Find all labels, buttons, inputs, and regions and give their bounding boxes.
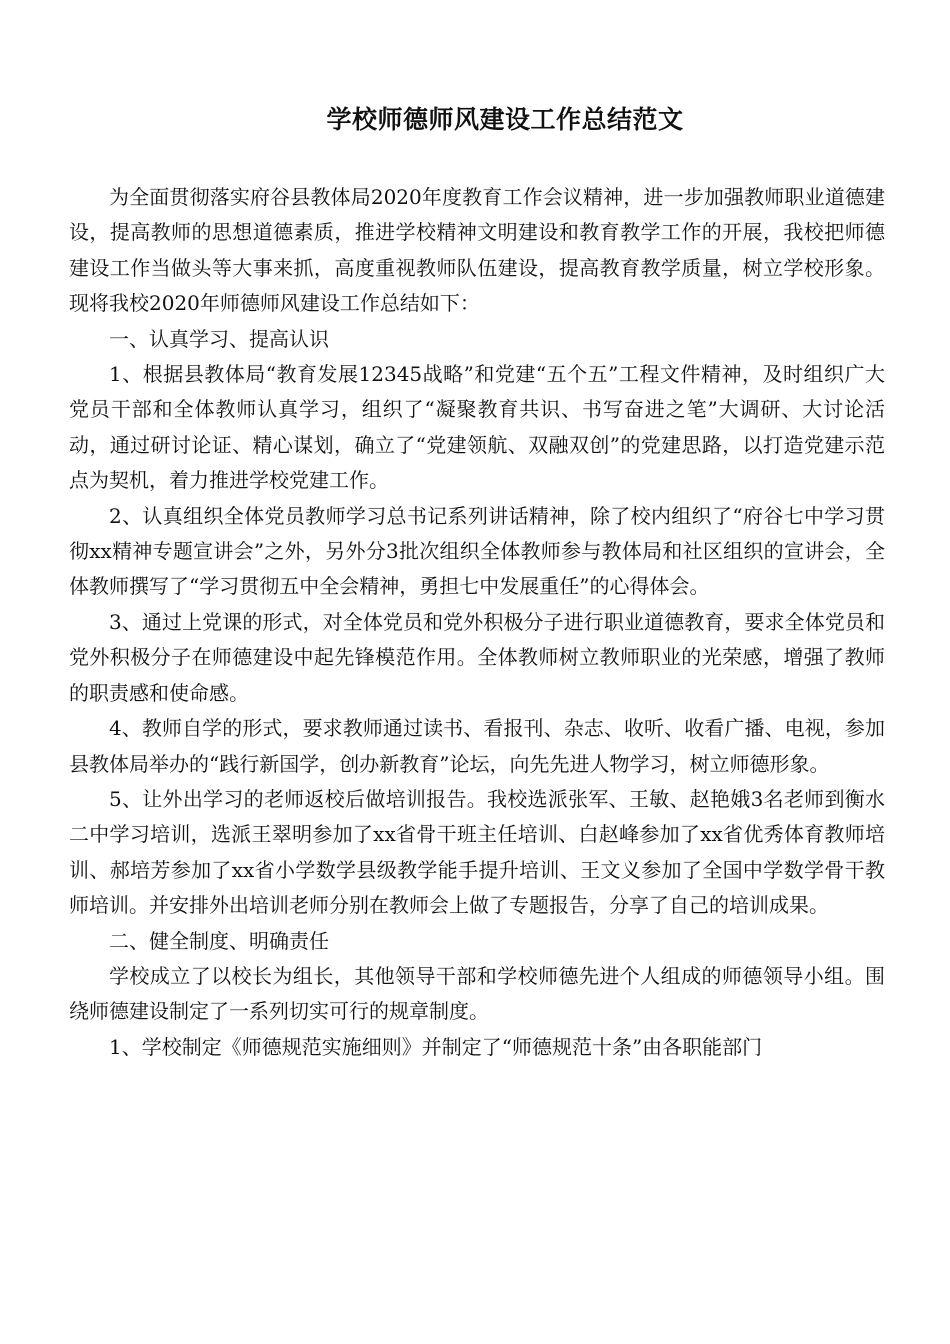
paragraph-1-1: 1、根据县教体局“教育发展12345战略”和党建“五个五”工程文件精神，及时组织广大党员干部和全体教师认真学习，组织了“凝聚教育共识、书写奋进之笔”大调研、大讨论活动，通过研讨论证、精心谋划，确立了“党建领航、双融双创”的党建思路，以打造党建示范点为契机，着力推进学校党建工作。 (69, 362, 885, 493)
paragraph-intro: 为全面贯彻落实府谷县教体局2020年度教育工作会议精神，进一步加强教师职业道德建设，提高教师的思想道德素质，推进学校精神文明建设和教育教学工作的开展，我校把师德建设工作当做头等大事来抓，高度重视教师队伍建设，提高教育教学质量，树立学校形象。现将我校2020年师德师风建设工作总结如下： (69, 185, 885, 316)
document-title: 学校师德师风建设工作总结范文 (326, 105, 684, 134)
paragraph-2-1: 1、学校制定《师德规范实施细则》并制定了“师德规范十条”由各职能部门 (109, 1034, 763, 1059)
paragraph-1-4: 4、教师自学的形式，要求教师通过读书、看报刊、杂志、收听、收看广播、电视，参加县教体局举办的“践行新国学，创办新教育”论坛，向先先进人物学习，树立师德形象。 (69, 716, 885, 776)
paragraph-1-2: 2、认真组织全体党员教师学习总书记系列讲话精神，除了校内组织了“府谷七中学习贯彻xx精神专题宣讲会”之外，另外分3批次组织全体教师参与教体局和社区组织的宣讲会，全体教师撰写了“学习贯彻五中全会精神，勇担七中发展重任”的心得体会。 (69, 503, 885, 599)
paragraph-1-3: 3、通过上党课的形式，对全体党员和党外积极分子进行职业道德教育，要求全体党员和党外积极分子在师德建设中起先锋模范作用。全体教师树立教师职业的光荣感，增强了教师的职责感和使命感。 (69, 609, 885, 705)
section-heading-1: 一、认真学习、提高认识 (109, 326, 329, 351)
paragraph-2-intro: 学校成立了以校长为组长，其他领导干部和学校师德先进个人组成的师德领导小组。围绕师德建设制定了一系列切实可行的规章制度。 (69, 963, 885, 1024)
paragraph-1-5: 5、让外出学习的老师返校后做培训报告。我校选派张军、王敏、赵艳娥3名老师到衡水二中学习培训，选派王翠明参加了xx省骨干班主任培训、白赵峰参加了xx省优秀体育教师培训、郝培芳参加了xx省小学数学县级教学能手提升培训、王文义参加了全国中学数学骨干教师培训。并安排外出培训老师分别在教师会上做了专题报告，分享了自己的培训成果。 (69, 786, 885, 918)
section-heading-2: 二、健全制度、明确责任 (109, 928, 329, 953)
document-body (69, 180, 885, 1065)
